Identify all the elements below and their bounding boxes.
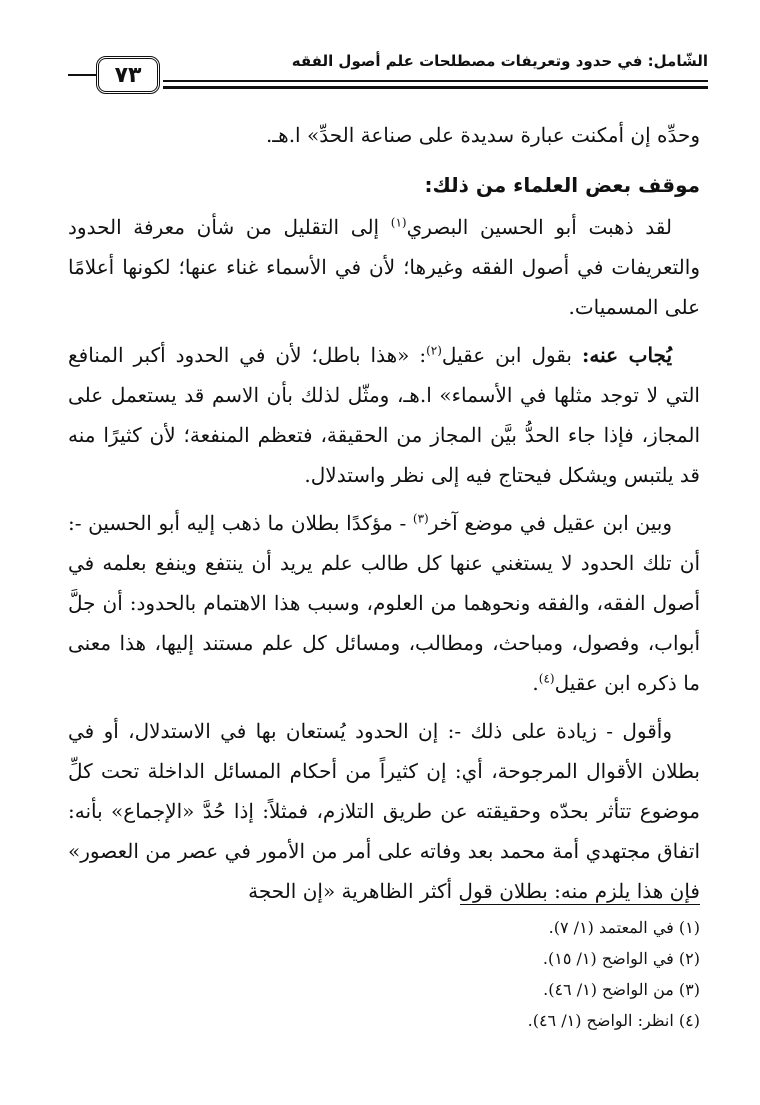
paragraph-continuation	[68, 115, 700, 155]
paragraph-text: إلى التقليل من شأن معرفة الحدود والتعريفات في أصول الفقه وغيرها؛ لأن في الأسماء غناء عنها؛ لكونها أعلامًا على المسميات.	[68, 215, 700, 319]
footnote-ref[interactable]: (١)	[390, 215, 407, 230]
header-rule	[163, 80, 708, 82]
footnote-ref[interactable]: (٢)	[426, 343, 442, 358]
main-text	[68, 115, 700, 919]
footnotes	[60, 912, 700, 1036]
header-rule-thick	[163, 86, 708, 89]
page-number-frame	[96, 56, 160, 94]
footnote-3: (٣) من الواضح (١/ ٤٦).	[543, 980, 700, 999]
paragraph-1	[68, 207, 700, 327]
paragraph-lead: يُجاب عنه:	[581, 343, 673, 367]
page-number: ٧٣	[114, 62, 142, 88]
paragraph-text: - مؤكدًا بطلان ما ذهب إليه أبو الحسين -: أن تلك الحدود لا يستغني عنها كل طالب علم يريد أن ينتفع وينفع بعلمه في أصول الفقه، والفقه ونحوهما من العلوم، وسبب هذا الاهتمام بالحدود: أن جلَّ أبواب، وفصول، ومباحث، ومطالب، ومسائل كل علم مستند إليها، هذا معنى ما ذكره ابن عقيل	[68, 511, 701, 695]
footnote-ref[interactable]: (٣)	[412, 511, 429, 526]
section-heading: موقف بعض العلماء من ذلك:	[424, 173, 700, 197]
paragraph-3	[68, 503, 700, 703]
paragraph-text: وأقول - زيادة على ذلك -: إن الحدود يُستعان بها في الاستدلال، أو في بطلان الأقوال المرجوحة، أي: إن كثيراً من أحكام المسائل الداخلة تحت كلِّ موضوع تتأثر بحدّه وحقيقته عن طريق التلازم، فمثلاً: إذا حُدَّ «الإجماع» بأنه: اتفاق مجتهدي أمة محمد بعد وفاته على أمر من الأمور في عصر من العصور» فإن هذا يلزم منه: بطلان قول أكثر الظاهرية «إن الحجة	[68, 719, 700, 903]
paragraph-4	[68, 711, 700, 911]
footnote-2: (٢) في الواضح (١/ ١٥).	[542, 949, 700, 968]
running-header	[68, 50, 708, 102]
book-title: الشّامل: في حدود وتعريفات مصطلحات علم أصول الفقه	[291, 52, 708, 70]
header-rule-left	[68, 74, 96, 76]
paragraph-text: لقد ذهبت أبو الحسين البصري	[406, 215, 672, 239]
footnote-1: (١) في المعتمد (١/ ٧).	[548, 918, 700, 937]
paragraph-text: بقول ابن عقيل	[441, 343, 582, 367]
footnote-4: (٤) انظر: الواضح (١/ ٤٦).	[527, 1011, 700, 1030]
footnote-separator	[460, 904, 700, 905]
paragraph-text: : «هذا باطل؛ لأن في الحدود أكبر المنافع التي لا توجد مثلها في الأسماء» ا.هـ، ومثّل لذلك بأن الاسم قد يستعمل على المجاز، فإذا جاء الحدُّ بيَّن المجاز من الحقيقة، فتعظم المنفعة؛ لأن كثيرًا منه قد يلتبس ويشكل فيحتاج فيه إلى نظر واستدلال.	[68, 343, 700, 487]
footnote-ref[interactable]: (٤)	[538, 671, 555, 686]
paragraph-text: وبين ابن عقيل في موضع آخر	[428, 511, 672, 535]
paragraph-text: .	[532, 671, 539, 695]
paragraph-text: وحدِّه إن أمكنت عبارة سديدة على صناعة الحدِّ» ا.هـ.	[265, 123, 700, 147]
paragraph-2	[68, 335, 700, 495]
